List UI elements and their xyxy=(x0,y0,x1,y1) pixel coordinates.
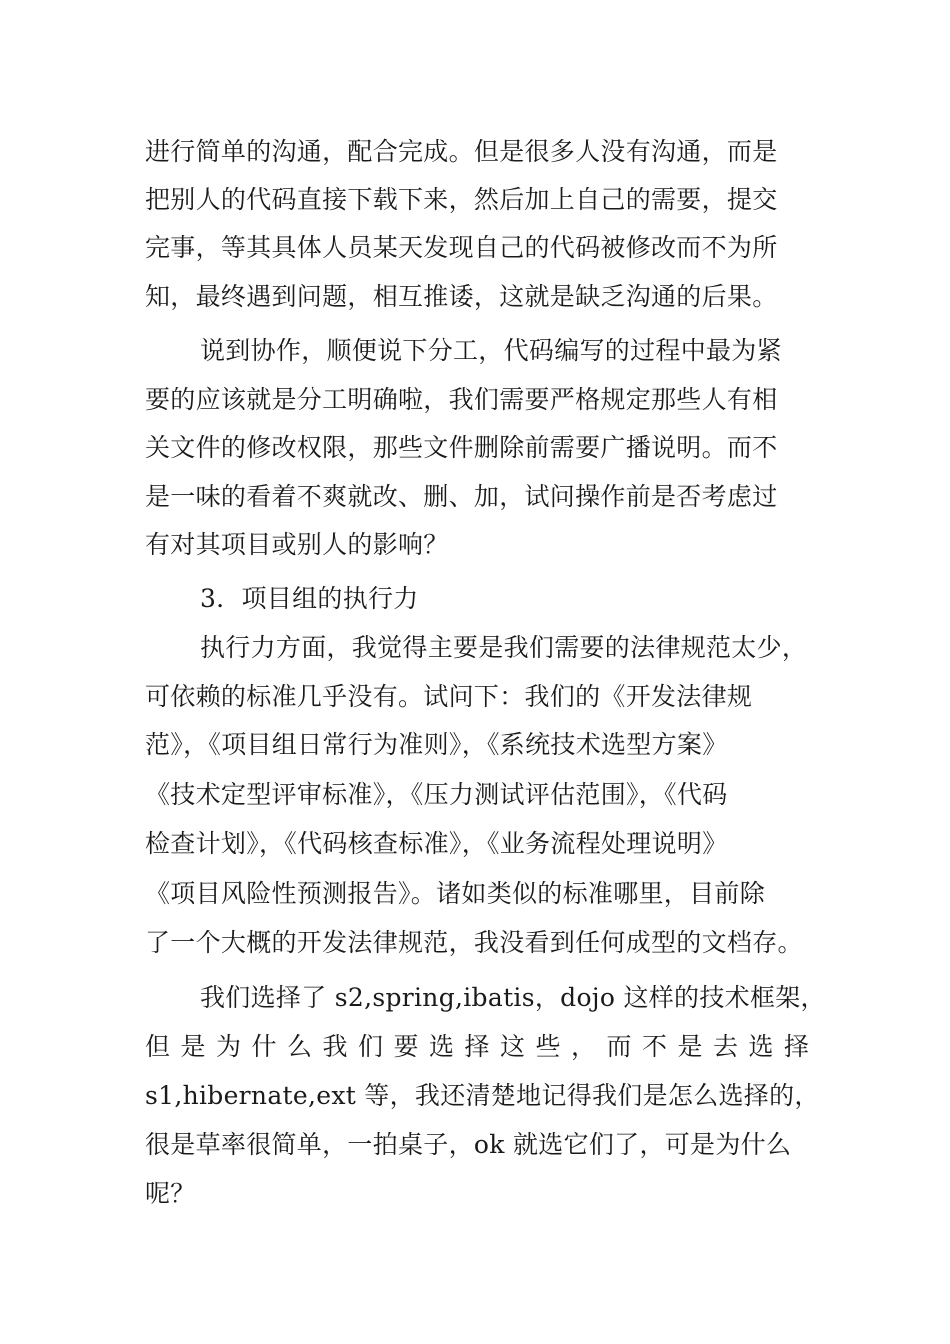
paragraph-first-line: 我们选择了 s2,spring,ibatis，dojo 这样的技术框架， xyxy=(200,983,826,1012)
text-line: 完事，等其具体人员某天发现自己的代码被修改而不为所 xyxy=(145,233,778,262)
text-line: 了一个大概的开发法律规范，我没看到任何成型的文档存。 xyxy=(145,928,803,957)
paragraph-first-line: 说到协作，顺便说下分工，代码编写的过程中最为紧 xyxy=(200,336,782,365)
text-line: 进行简单的沟通，配合完成。但是很多人没有沟通，而是 xyxy=(145,137,778,166)
text-line: 范》，《项目组日常行为准则》，《系统技术选型方案》 xyxy=(145,730,728,759)
text-line: 是一味的看着不爽就改、删、加，试问操作前是否考虑过 xyxy=(145,482,778,511)
text-line: s1,hibernate,ext 等，我还清楚地记得我们是怎么选择的， xyxy=(145,1081,820,1110)
text-line: 关文件的修改权限，那些文件删除前需要广播说明。而不 xyxy=(145,433,778,462)
text-line: 要的应该就是分工明确啦，我们需要严格规定那些人有相 xyxy=(145,385,778,414)
text-line: 检查计划》，《代码核查标准》，《业务流程处理说明》 xyxy=(145,829,728,858)
text-line: 知，最终遇到问题，相互推诿，这就是缺乏沟通的后果。 xyxy=(145,282,778,311)
text-line: 《项目风险性预测报告》。诸如类似的标准哪里，目前除 xyxy=(145,879,766,908)
text-line: 有对其项目或别人的影响？ xyxy=(145,530,449,559)
text-line: 但是为什么我们要选择这些，而不是去选择 xyxy=(145,1032,820,1061)
text-line: 《技术定型评审标准》，《压力测试评估范围》，《代码 xyxy=(145,780,728,809)
text-line: 很是草率很简单，一拍桌子，ok 就选它们了，可是为什么 xyxy=(145,1130,792,1159)
text-line: 可依赖的标准几乎没有。试问下：我们的《开发法律规 xyxy=(145,682,753,711)
text-line: 把别人的代码直接下载下来，然后加上自己的需要，提交 xyxy=(145,185,778,214)
paragraph-first-line: 执行力方面，我觉得主要是我们需要的法律规范太少， xyxy=(200,633,808,662)
section-heading: 3．项目组的执行力 xyxy=(200,584,419,613)
text-line: 呢？ xyxy=(145,1179,196,1208)
